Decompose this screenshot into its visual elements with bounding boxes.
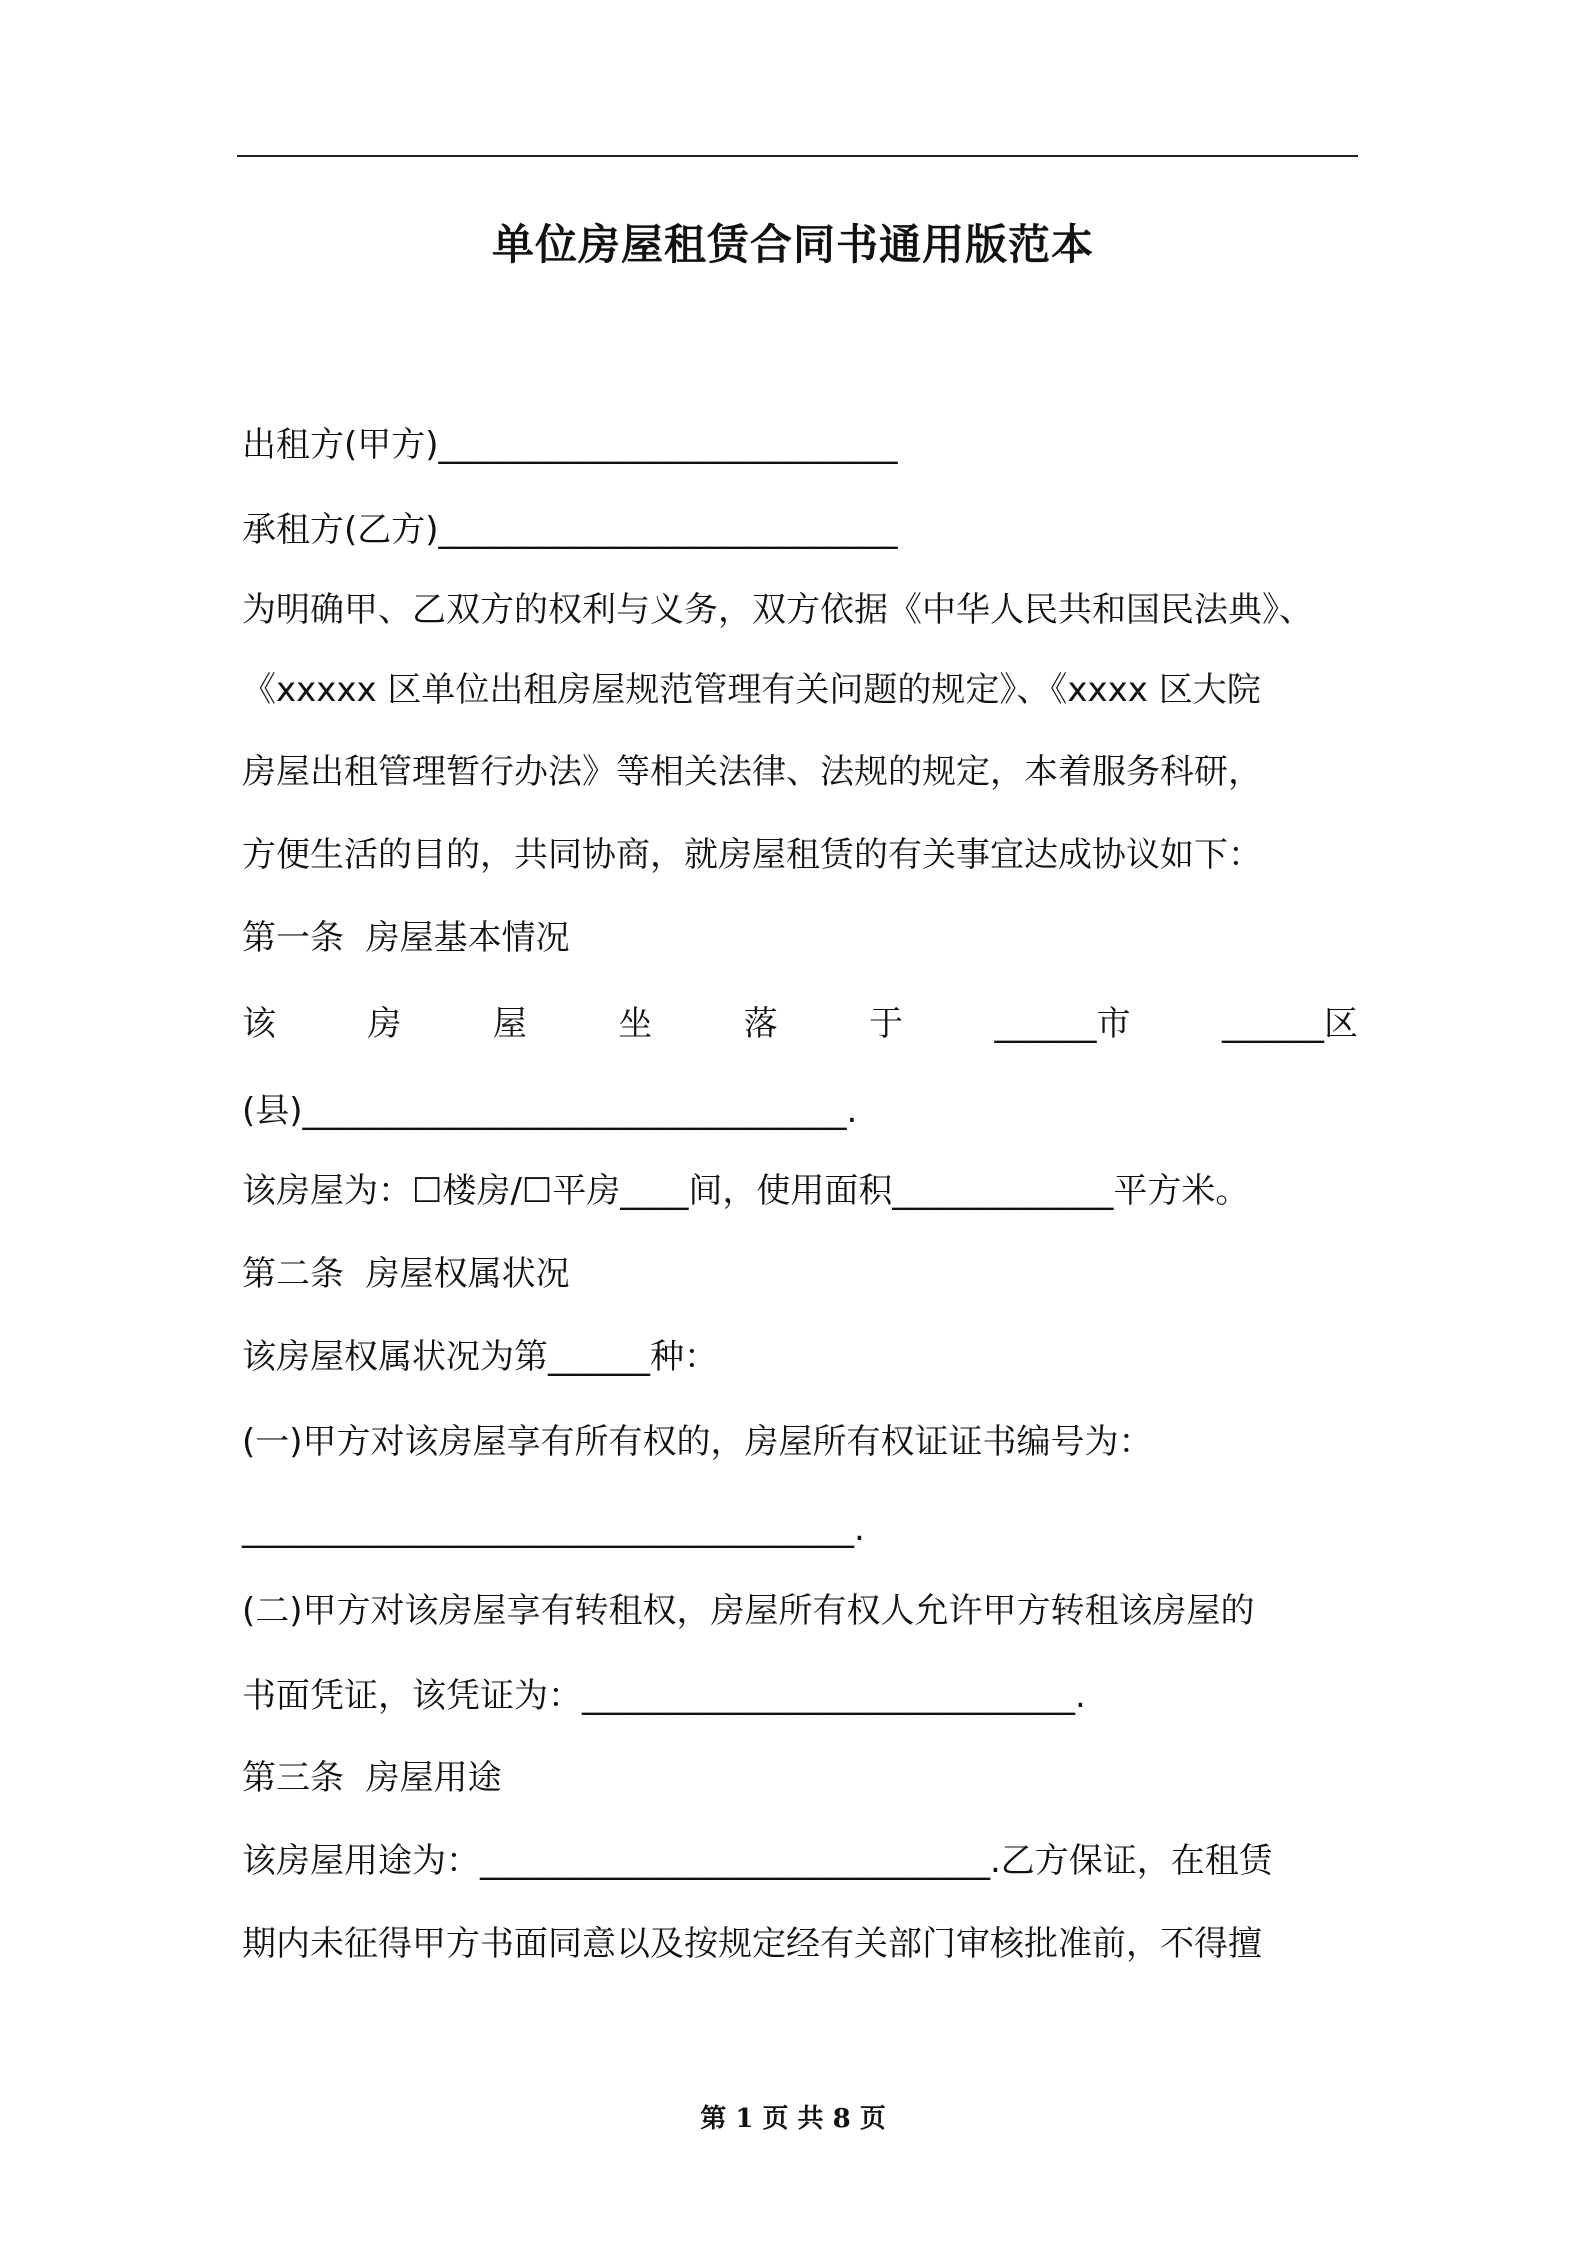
written-proof-line: 书面凭证，该凭证为：_____________________________.	[242, 1676, 1086, 1716]
location-char: 落	[743, 1004, 778, 1044]
city-blank: ______市	[994, 1004, 1131, 1044]
intro-line-1: 为明确甲、乙双方的权利与义务，双方依据《中华人民共和国民法典》、	[242, 590, 1313, 630]
county-line: (县)________________________________.	[242, 1091, 858, 1131]
page-footer: 第 1 页 共 8 页	[700, 2104, 886, 2134]
location-char: 于	[869, 1004, 904, 1044]
ownership-type-line: 该房屋权属状况为第______种：	[242, 1337, 718, 1377]
usage-restriction-line: 期内未征得甲方书面同意以及按规定经有关部门审核批准前，不得擅	[242, 1924, 1262, 1964]
house-type-line: 该房屋为：☐楼房/☐平房____间，使用面积_____________平方米。	[242, 1171, 1250, 1211]
location-char: 房	[367, 1004, 402, 1044]
location-char: 屋	[492, 1004, 527, 1044]
intro-line-4: 方便生活的目的，共同协商，就房屋租赁的有关事宜达成协议如下：	[242, 835, 1262, 875]
article-3-heading: 第三条 房屋用途	[242, 1758, 502, 1798]
party-a-line: 出租方(甲方)___________________________	[242, 425, 898, 465]
document-title: 单位房屋租赁合同书通用版范本	[491, 220, 1094, 269]
ownership-clause-2: (二)甲方对该房屋享有转租权，房屋所有权人允许甲方转租该房屋的	[242, 1591, 1255, 1631]
article-2-heading: 第二条 房屋权属状况	[242, 1254, 570, 1294]
location-char: 该	[242, 1004, 276, 1044]
intro-line-3: 房屋出租管理暂行办法》等相关法律、法规的规定，本着服务科研，	[242, 752, 1262, 792]
party-b-line: 承租方(乙方)___________________________	[242, 510, 898, 550]
location-char: 坐	[618, 1004, 653, 1044]
location-line	[242, 1000, 1358, 1048]
certificate-number-blank: ____________________________________.	[242, 1509, 865, 1549]
usage-line: 该房屋用途为：______________________________.乙方保证，在租赁	[242, 1841, 1273, 1881]
intro-line-2: 《xxxxx 区单位出租房屋规范管理有关问题的规定》、《xxxx 区大院	[242, 670, 1261, 710]
ownership-clause-1: (一)甲方对该房屋享有所有权的，房屋所有权证证书编号为：	[242, 1422, 1153, 1462]
district-blank: ______区	[1221, 1004, 1358, 1044]
article-1-heading: 第一条 房屋基本情况	[242, 918, 570, 958]
header-rule	[237, 155, 1358, 157]
